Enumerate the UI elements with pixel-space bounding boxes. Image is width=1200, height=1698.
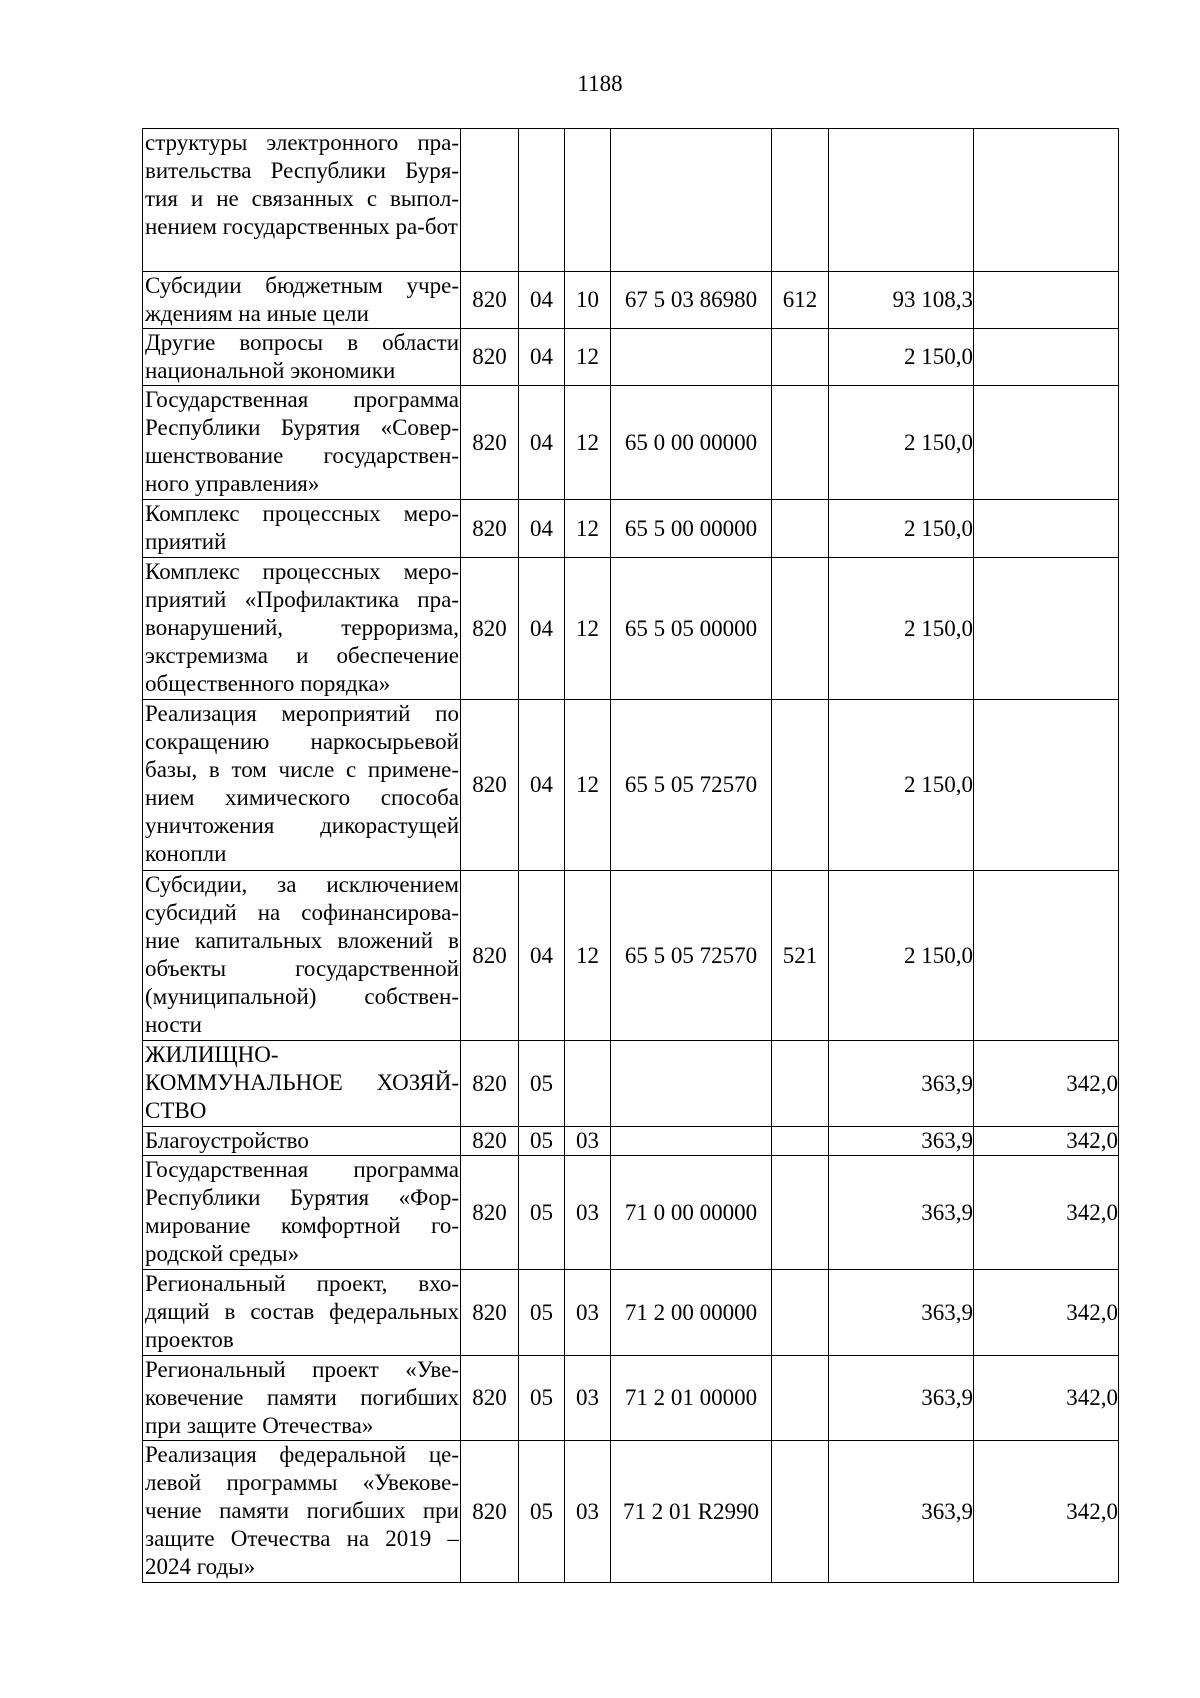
amount-1: 363,9 <box>829 1441 974 1583</box>
target-article-code: 71 2 01 R2990 <box>611 1441 772 1583</box>
subsection-code: 12 <box>565 700 611 871</box>
subsection-code: 12 <box>565 558 611 700</box>
table-row <box>143 1441 1119 1583</box>
row-name: Региональный проект, вхо-дящий в состав федеральных проектов <box>143 1270 461 1356</box>
table-row <box>143 558 1119 700</box>
target-article-code: 71 0 00 00000 <box>611 1156 772 1270</box>
ved-code <box>461 129 519 272</box>
section-code: 04 <box>519 500 565 558</box>
amount-1: 363,9 <box>829 1356 974 1441</box>
target-article-code: 65 5 05 72570 <box>611 871 772 1041</box>
ved-code: 820 <box>461 386 519 500</box>
amount-2: 342,0 <box>974 1041 1119 1127</box>
subsection-code: 03 <box>565 1156 611 1270</box>
section-code: 04 <box>519 700 565 871</box>
amount-2 <box>974 871 1119 1041</box>
subsection-code: 12 <box>565 386 611 500</box>
budget-table <box>142 128 1119 1583</box>
expense-type-code <box>772 386 829 500</box>
amount-2 <box>974 329 1119 386</box>
table-row <box>143 500 1119 558</box>
row-name: Государственная программа Республики Бурятия «Фор-мирование комфортной го-родской среды» <box>143 1156 461 1270</box>
table-row <box>143 129 1119 272</box>
expense-type-code <box>772 500 829 558</box>
ved-code: 820 <box>461 700 519 871</box>
table-row <box>143 329 1119 386</box>
row-name: Благоустройство <box>143 1127 461 1156</box>
amount-1: 2 150,0 <box>829 871 974 1041</box>
table-row <box>143 272 1119 329</box>
expense-type-code <box>772 1356 829 1441</box>
expense-type-code <box>772 129 829 272</box>
section-code: 04 <box>519 329 565 386</box>
subsection-code: 03 <box>565 1441 611 1583</box>
target-article-code: 65 0 00 00000 <box>611 386 772 500</box>
target-article-code: 65 5 05 00000 <box>611 558 772 700</box>
ved-code: 820 <box>461 871 519 1041</box>
ved-code: 820 <box>461 329 519 386</box>
amount-1 <box>829 129 974 272</box>
table-row <box>143 1127 1119 1156</box>
amount-2 <box>974 386 1119 500</box>
ved-code: 820 <box>461 1270 519 1356</box>
row-name: Субсидии, за исключением субсидий на софинансирова-ние капитальных вложений в объекты государственной (муниципальной) собствен-ности <box>143 871 461 1041</box>
table-row <box>143 1270 1119 1356</box>
expense-type-code: 612 <box>772 272 829 329</box>
amount-2: 342,0 <box>974 1270 1119 1356</box>
table-row <box>143 1156 1119 1270</box>
row-name: структуры электронного пра-вительства Республики Буря-тия и не связанных с выпол-нением государственных ра-бот <box>143 129 461 272</box>
amount-1: 93 108,3 <box>829 272 974 329</box>
target-article-code <box>611 129 772 272</box>
section-code: 05 <box>519 1041 565 1127</box>
amount-1: 2 150,0 <box>829 386 974 500</box>
row-name: Субсидии бюджетным учре-ждениям на иные цели <box>143 272 461 329</box>
subsection-code <box>565 1041 611 1127</box>
expense-type-code: 521 <box>772 871 829 1041</box>
subsection-code: 03 <box>565 1356 611 1441</box>
ved-code: 820 <box>461 1041 519 1127</box>
row-name: ЖИЛИЩНО-КОММУНАЛЬНОЕ ХОЗЯЙ-СТВО <box>143 1041 461 1127</box>
amount-2 <box>974 700 1119 871</box>
row-name: Государственная программа Республики Бурятия «Совер-шенствование государствен-ного управления» <box>143 386 461 500</box>
amount-2 <box>974 500 1119 558</box>
row-name: Реализация федеральной це-левой программы «Увекове-чение памяти погибших при защите Отечества на 2019 – 2024 годы» <box>143 1441 461 1583</box>
subsection-code: 12 <box>565 871 611 1041</box>
ved-code: 820 <box>461 1127 519 1156</box>
amount-2 <box>974 129 1119 272</box>
subsection-code <box>565 129 611 272</box>
budget-table-body <box>143 129 1119 1583</box>
target-article-code <box>611 329 772 386</box>
target-article-code: 65 5 00 00000 <box>611 500 772 558</box>
page-number: 1188 <box>577 71 623 96</box>
amount-2: 342,0 <box>974 1127 1119 1156</box>
target-article-code <box>611 1127 772 1156</box>
target-article-code: 67 5 03 86980 <box>611 272 772 329</box>
ved-code: 820 <box>461 500 519 558</box>
table-row <box>143 1041 1119 1127</box>
table-row <box>143 700 1119 871</box>
row-name: Комплекс процессных меро-приятий «Профилактика пра-вонарушений, терроризма, экстремизма и обеспечение общественного порядка» <box>143 558 461 700</box>
amount-2 <box>974 558 1119 700</box>
ved-code: 820 <box>461 1356 519 1441</box>
subsection-code: 12 <box>565 329 611 386</box>
table-row <box>143 386 1119 500</box>
expense-type-code <box>772 700 829 871</box>
target-article-code <box>611 1041 772 1127</box>
expense-type-code <box>772 1041 829 1127</box>
subsection-code: 10 <box>565 272 611 329</box>
section-code: 04 <box>519 558 565 700</box>
ved-code: 820 <box>461 1441 519 1583</box>
amount-1: 363,9 <box>829 1270 974 1356</box>
row-name: Региональный проект «Уве-ковечение памяти погибших при защите Отечества» <box>143 1356 461 1441</box>
expense-type-code <box>772 558 829 700</box>
ved-code: 820 <box>461 1156 519 1270</box>
section-code: 04 <box>519 272 565 329</box>
subsection-code: 12 <box>565 500 611 558</box>
expense-type-code <box>772 1441 829 1583</box>
amount-1: 2 150,0 <box>829 700 974 871</box>
amount-2: 342,0 <box>974 1156 1119 1270</box>
row-name: Другие вопросы в области национальной экономики <box>143 329 461 386</box>
amount-2 <box>974 272 1119 329</box>
section-code: 04 <box>519 871 565 1041</box>
ved-code: 820 <box>461 272 519 329</box>
amount-1: 2 150,0 <box>829 500 974 558</box>
table-row <box>143 1356 1119 1441</box>
row-name: Комплекс процессных меро-приятий <box>143 500 461 558</box>
amount-1: 2 150,0 <box>829 558 974 700</box>
section-code: 05 <box>519 1127 565 1156</box>
subsection-code: 03 <box>565 1270 611 1356</box>
section-code: 05 <box>519 1156 565 1270</box>
expense-type-code <box>772 1156 829 1270</box>
amount-1: 363,9 <box>829 1156 974 1270</box>
row-name: Реализация мероприятий по сокращению наркосырьевой базы, в том числе с примене-нием химического способа уничтожения дикорастущей конопли <box>143 700 461 871</box>
ved-code: 820 <box>461 558 519 700</box>
section-code <box>519 129 565 272</box>
amount-1: 363,9 <box>829 1041 974 1127</box>
table-row <box>143 871 1119 1041</box>
subsection-code: 03 <box>565 1127 611 1156</box>
target-article-code: 71 2 01 00000 <box>611 1356 772 1441</box>
amount-1: 2 150,0 <box>829 329 974 386</box>
amount-2: 342,0 <box>974 1441 1119 1583</box>
expense-type-code <box>772 329 829 386</box>
amount-1: 363,9 <box>829 1127 974 1156</box>
target-article-code: 71 2 00 00000 <box>611 1270 772 1356</box>
amount-2: 342,0 <box>974 1356 1119 1441</box>
section-code: 05 <box>519 1356 565 1441</box>
expense-type-code <box>772 1127 829 1156</box>
section-code: 04 <box>519 386 565 500</box>
target-article-code: 65 5 05 72570 <box>611 700 772 871</box>
section-code: 05 <box>519 1270 565 1356</box>
section-code: 05 <box>519 1441 565 1583</box>
expense-type-code <box>772 1270 829 1356</box>
